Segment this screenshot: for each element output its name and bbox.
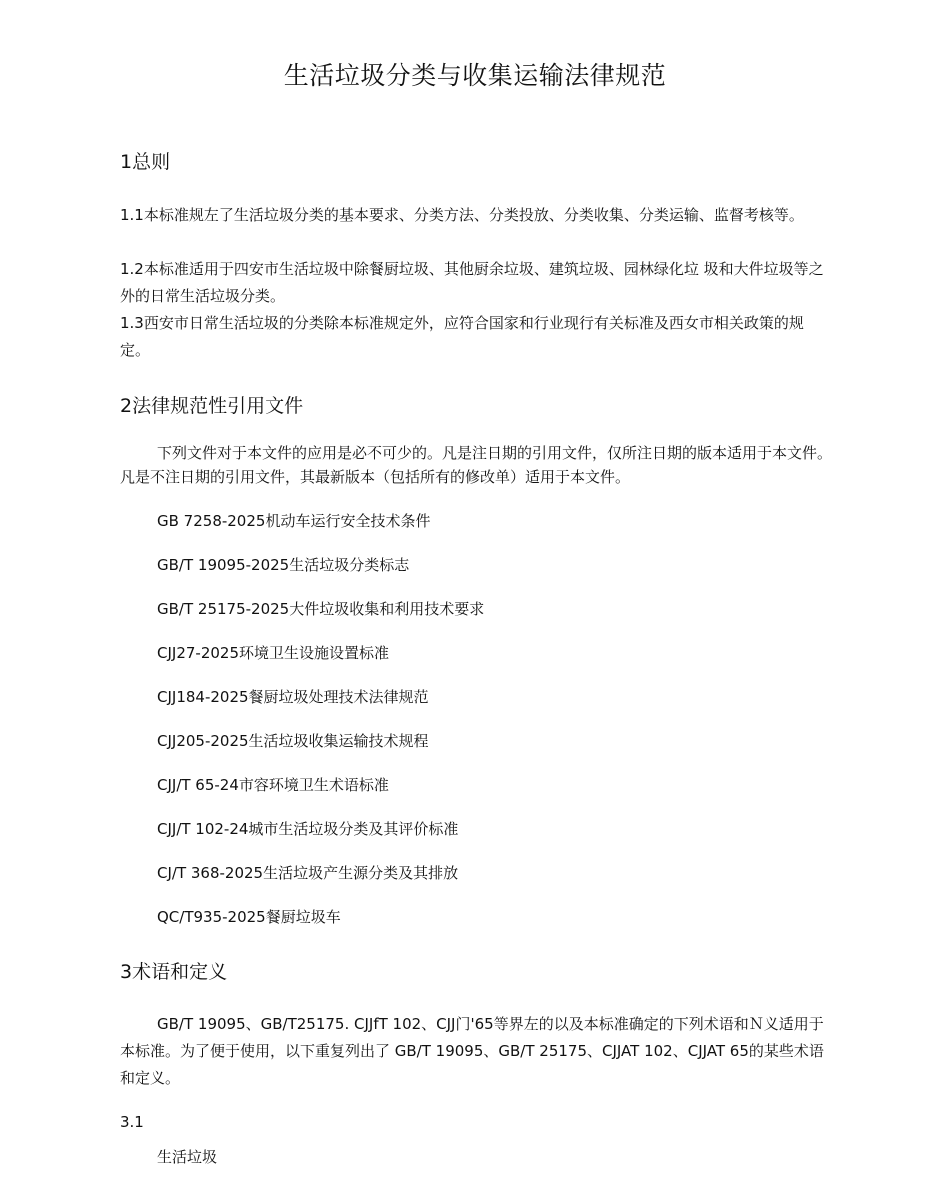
section-2-heading: 2法律规范性引用文件 bbox=[120, 395, 304, 417]
reference-item: QC/T935-2025餐厨垃圾车 bbox=[157, 908, 341, 926]
clause-number: 3.1 bbox=[120, 1113, 144, 1131]
reference-item: CJJ/T 102-24城市生活垃圾分类及其评价标准 bbox=[157, 820, 459, 838]
reference-item: CJJ/T 65-24市容环境卫生术语标准 bbox=[157, 776, 389, 794]
reference-item: GB 7258-2025机动车运行安全技术条件 bbox=[157, 512, 431, 530]
reference-item: CJ/T 368-2025生活垃圾产生源分类及其排放 bbox=[157, 864, 459, 882]
reference-item: GB/T 25175-2025大件垃圾收集和利用技术要求 bbox=[157, 600, 485, 618]
reference-item: CJJ27-2025环境卫生设施设置标准 bbox=[157, 644, 389, 662]
section-1-heading: 1总则 bbox=[120, 151, 171, 173]
section-2-intro: 下列文件对于本文件的应用是必不可少的。凡是注日期的引用文件，仅所注日期的版本适用于本文件。凡是不注日期的引用文件，其最新版本（包括所有的修改单）适用于本文件。 bbox=[120, 444, 833, 486]
term-label: 生活垃圾 bbox=[157, 1148, 218, 1166]
reference-item: CJJ205-2025生活垃圾收集运输技术规程 bbox=[157, 732, 429, 750]
paragraph-1-2: 1.2本标准适用于四安市生活垃圾中除餐厨垃圾、其他厨余垃圾、建筑垃圾、园林绿化垃 圾和大件垃圾等之外的日常生活垃圾分类。 bbox=[120, 260, 824, 305]
document-title: 生活垃圾分类与收集运输法律规范 bbox=[283, 61, 667, 90]
paragraph-1-3: 1.3西安市日常生活垃圾的分类除本标准规定外，应符合国家和行业现行有关标准及西女市相关政策的规定。 bbox=[120, 314, 804, 359]
reference-item: GB/T 19095-2025生活垃圾分类标志 bbox=[157, 556, 410, 574]
paragraph-1-1: 1.1本标准规左了生活垃圾分类的基本要求、分类方法、分类投放、分类收集、分类运输、监督考核等。 bbox=[120, 206, 804, 224]
section-3-heading: 3术语和定义 bbox=[120, 961, 228, 983]
section-3-intro: GB/T 19095、GB/T25175. CJJfT 102、CJJ门'65等界左的以及本标准确定的下列术语和Ｎ义适用于本标准。为了便于使用，以下重复列出了 GB/T 19095、GB/T 25175、CJJAT 102、CJJAT 65的某些术语和定义。 bbox=[120, 1015, 824, 1087]
reference-item: CJJ184-2025餐厨垃圾处理技术法律规范 bbox=[157, 688, 429, 706]
